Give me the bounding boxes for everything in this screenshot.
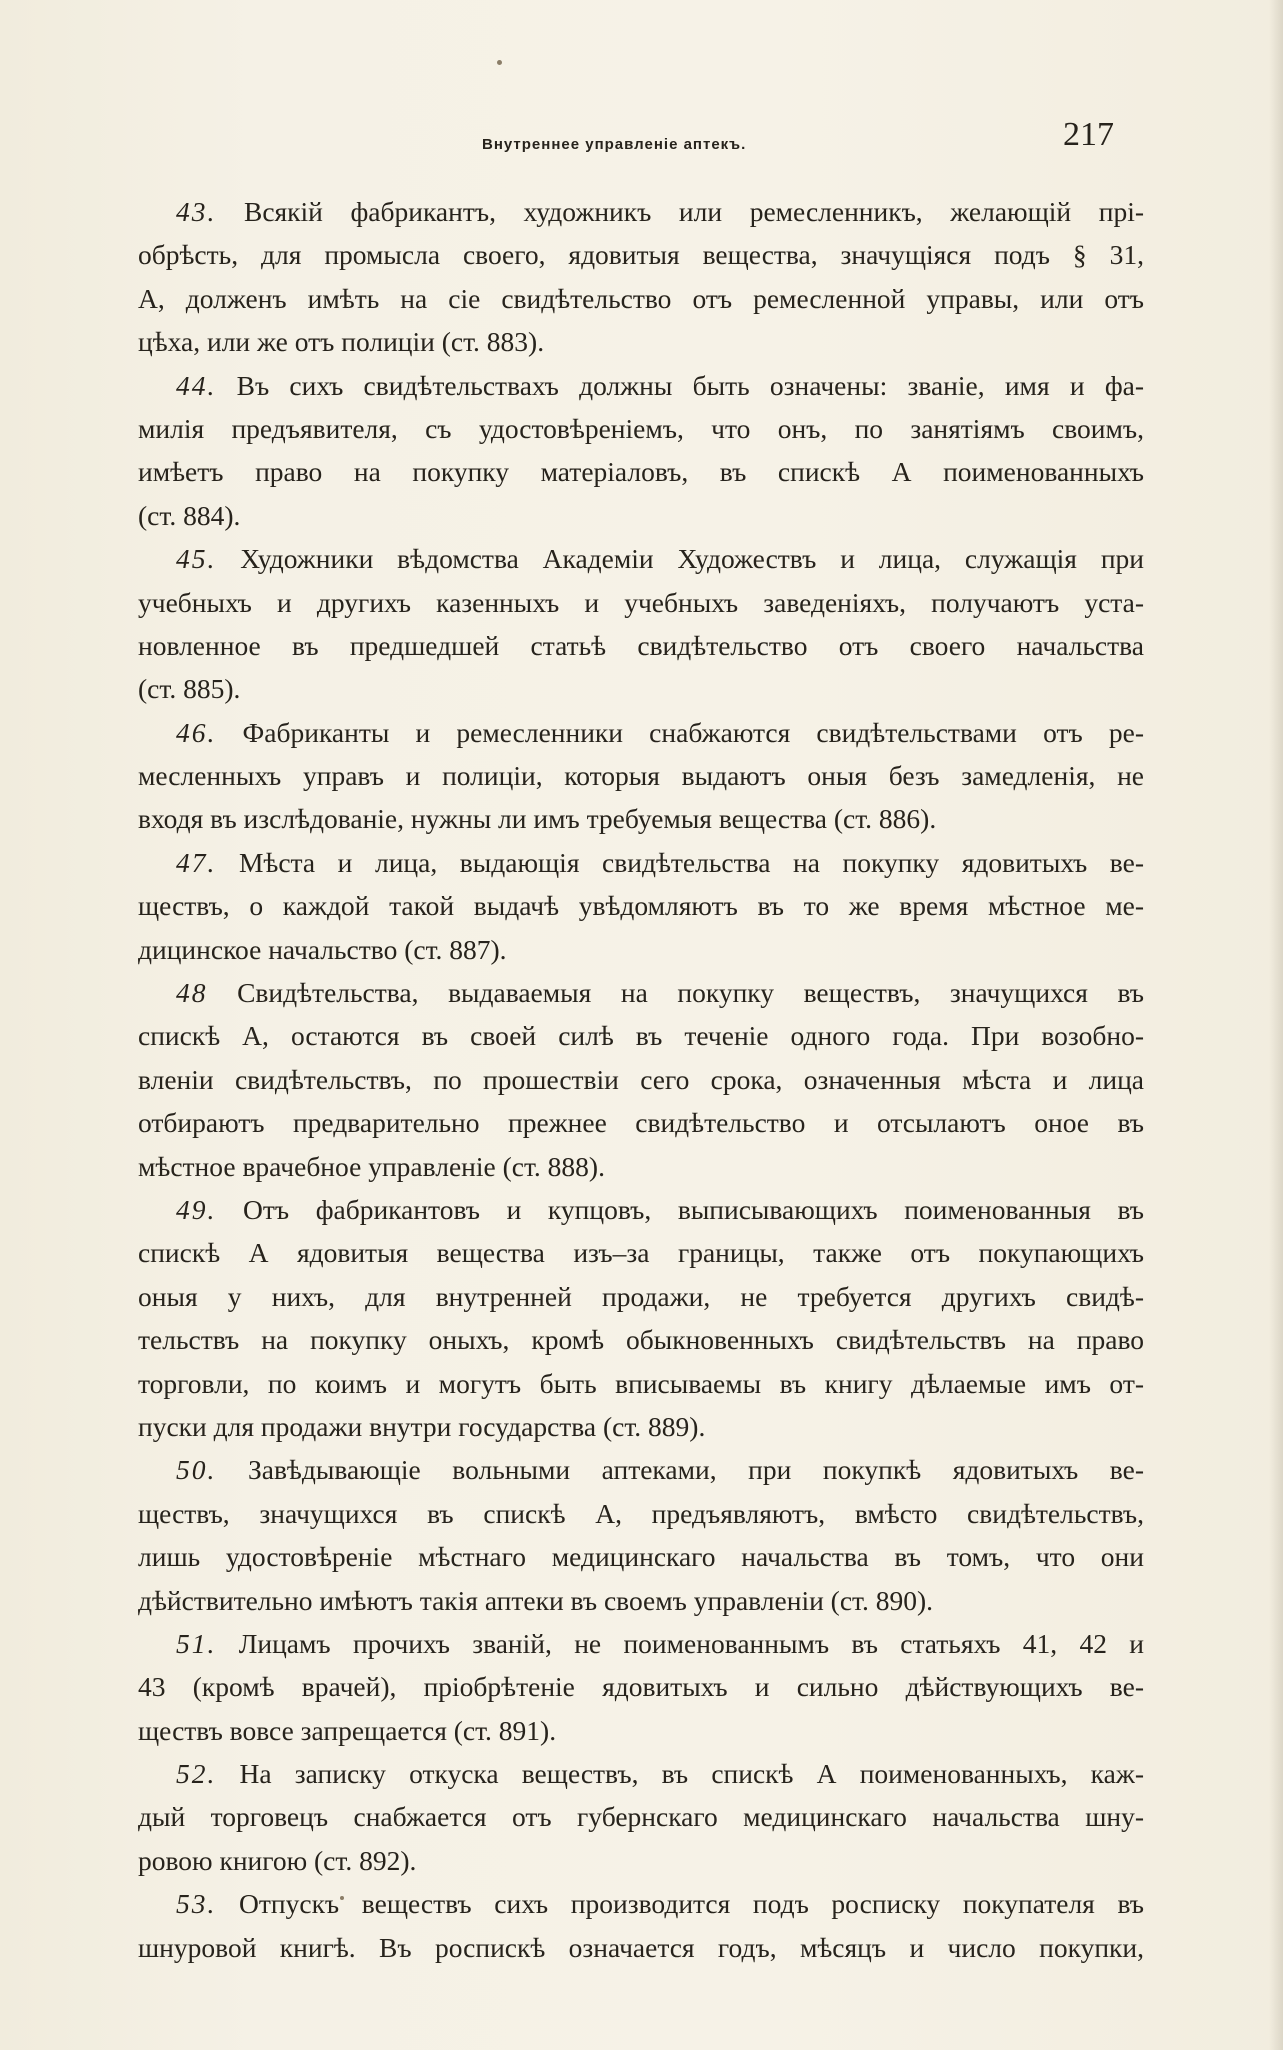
article-first-line	[138, 190, 1144, 233]
text-line	[138, 1579, 1144, 1622]
line-text: На записку откуска веществъ, въ спискѣ А поименованныхъ, каж-	[216, 1758, 1144, 1790]
text-line	[138, 928, 1144, 971]
article-number: 50.	[176, 1454, 217, 1486]
article-number: 47.	[176, 846, 217, 878]
text-line	[138, 1318, 1144, 1361]
text-line	[138, 277, 1144, 320]
line-text: оныя у нихъ, для внутренней продажи, не требуется другихъ свидѣ-	[138, 1280, 1144, 1312]
article-first-line	[138, 971, 1144, 1014]
text-line	[138, 797, 1144, 840]
line-text: вленіи свидѣтельствъ, по прошествіи сего срока, означенныя мѣста и лица	[138, 1063, 1144, 1095]
line-text: дѣйствительно имѣютъ такія аптеки въ своемъ управленіи (ст. 890).	[138, 1584, 934, 1616]
text-line	[138, 1535, 1144, 1578]
text-line	[138, 320, 1144, 363]
line-text: (ст. 885).	[138, 673, 241, 705]
text-line	[138, 494, 1144, 537]
line-text: тельствъ на покупку оныхъ, кромѣ обыкновенныхъ свидѣтельствъ на право	[138, 1324, 1144, 1356]
article-number: 52.	[176, 1758, 217, 1790]
line-text: ществъ, о каждой такой выдачѣ увѣдомляютъ въ то же время мѣстное ме-	[138, 890, 1144, 922]
text-line	[138, 1839, 1144, 1882]
line-text: 43 (кромѣ врачей), пріобрѣтеніе ядовитыхъ и сильно дѣйствующихъ ве-	[138, 1671, 1144, 1703]
text-line	[138, 1405, 1144, 1448]
line-text: ществъ вовсе запрещается (ст. 891).	[138, 1714, 557, 1746]
text-line	[138, 450, 1144, 493]
line-text: Свидѣтельства, выдаваемыя на покупку веществъ, значущихся въ	[207, 977, 1144, 1009]
line-text: Лицамъ прочихъ званій, не поименованнымъ въ статьяхъ 41, 42 и	[216, 1627, 1144, 1659]
text-line	[138, 1145, 1144, 1188]
line-text: новленное въ предшедшей статьѣ свидѣтельство отъ своего начальства	[138, 629, 1144, 661]
line-text: Отъ фабрикантовъ и купцовъ, выписывающихъ поименованныя въ	[216, 1193, 1144, 1225]
line-text: лишь удостовѣреніе мѣстнаго медицинскаго начальства въ томъ, что они	[138, 1541, 1144, 1573]
article-first-line	[138, 711, 1144, 754]
article-first-line	[138, 1882, 1144, 1925]
article-number: 53.	[176, 1888, 217, 1920]
text-line	[138, 1665, 1144, 1708]
line-text: дый торговецъ снабжается отъ губернскаго медицинскаго начальства шну-	[138, 1801, 1144, 1833]
line-text: отбираютъ предварительно прежнее свидѣтельство и отсылаютъ оное въ	[138, 1107, 1144, 1139]
text-line	[138, 624, 1144, 667]
page-number: 217	[1063, 116, 1114, 153]
line-text: Мѣста и лица, выдающія свидѣтельства на покупку ядовитыхъ ве-	[216, 846, 1144, 878]
line-text: обрѣсть, для промысла своего, ядовитыя вещества, значущіяся подъ § 31,	[138, 239, 1144, 271]
text-line	[138, 667, 1144, 710]
text-line	[138, 1362, 1144, 1405]
article-number: 43.	[176, 196, 217, 227]
line-text: ществъ, значущихся въ спискѣ А, предъявляютъ, вмѣсто свидѣтельствъ,	[138, 1497, 1144, 1529]
line-text: месленныхъ управъ и полиціи, которыя выдаютъ оныя безъ замедленія, не	[138, 760, 1144, 792]
line-text: учебныхъ и другихъ казенныхъ и учебныхъ заведеніяхъ, получаютъ уста-	[138, 586, 1144, 618]
body-text	[138, 190, 1144, 1969]
article-first-line	[138, 1752, 1144, 1795]
line-text: имѣетъ право на покупку матеріаловъ, въ спискѣ А поименованныхъ	[138, 456, 1144, 488]
text-line	[138, 1795, 1144, 1838]
article-number: 44.	[176, 369, 217, 401]
text-line	[138, 233, 1144, 276]
text-line	[138, 1492, 1144, 1535]
line-text: торговли, по коимъ и могутъ быть вписываемы въ книгу дѣлаемые имъ от-	[138, 1367, 1144, 1399]
line-text: милія предъявителя, съ удостовѣреніемъ, что онъ, по занятіямъ своимъ,	[138, 412, 1144, 444]
line-text: шнуровой книгѣ. Въ роспискѣ означается годъ, мѣсяцъ и число покупки,	[138, 1931, 1144, 1963]
line-text: Художники вѣдомства Академіи Художествъ и лица, служащія при	[216, 543, 1144, 575]
line-text: А, долженъ имѣть на сіе свидѣтельство отъ ремесленной управы, или отъ	[138, 282, 1144, 314]
text-line	[138, 1275, 1144, 1318]
ink-speck	[497, 60, 502, 65]
article-first-line	[138, 1188, 1144, 1231]
text-line	[138, 407, 1144, 450]
line-text: входя въ изслѣдованіе, нужны ли имъ требуемыя вещества (ст. 886).	[138, 803, 937, 835]
line-text: цѣха, или же отъ полиціи (ст. 883).	[138, 326, 545, 358]
article-first-line	[138, 1448, 1144, 1491]
text-line	[138, 1058, 1144, 1101]
line-text: пуски для продажи внутри государства (ст. 889).	[138, 1410, 706, 1442]
running-header: Внутреннее управленіе аптекъ.	[482, 136, 747, 153]
article-number: 49.	[176, 1193, 217, 1225]
line-text: Фабриканты и ремесленники снабжаются свидѣтельствами отъ ре-	[216, 716, 1144, 748]
text-line	[138, 581, 1144, 624]
text-line	[138, 1231, 1144, 1274]
text-line	[138, 1709, 1144, 1752]
line-text: Въ сихъ свидѣтельствахъ должны быть означены: званіе, имя и фа-	[216, 369, 1144, 401]
line-text: спискѣ А, остаются въ своей силѣ въ теченіе одного года. При возобно-	[138, 1020, 1144, 1052]
article-number: 51.	[176, 1627, 217, 1659]
line-text: ровою книгою (ст. 892).	[138, 1844, 417, 1876]
article-first-line	[138, 841, 1144, 884]
article-first-line	[138, 537, 1144, 580]
article-number: 48	[176, 977, 208, 1009]
article-number: 46.	[176, 716, 217, 748]
text-line	[138, 1014, 1144, 1057]
line-text: дицинское начальство (ст. 887).	[138, 933, 507, 965]
page-edge-shadow	[1269, 0, 1283, 2050]
line-text: спискѣ А ядовитыя вещества изъ–за границы, также отъ покупающихъ	[138, 1237, 1144, 1269]
line-text: Завѣдывающіе вольными аптеками, при покупкѣ ядовитыхъ ве-	[216, 1454, 1144, 1486]
text-line	[138, 754, 1144, 797]
text-line	[138, 1101, 1144, 1144]
text-line	[138, 884, 1144, 927]
line-text: мѣстное врачебное управленіе (ст. 888).	[138, 1150, 605, 1182]
article-first-line	[138, 1622, 1144, 1665]
line-text: Отпускъ веществъ сихъ производится подъ росписку покупателя въ	[216, 1888, 1144, 1920]
text-line	[138, 1926, 1144, 1969]
line-text: (ст. 884).	[138, 499, 241, 531]
article-first-line	[138, 364, 1144, 407]
line-text: Всякій фабрикантъ, художникъ или ремесленникъ, желающій прі-	[216, 196, 1144, 227]
article-number: 45.	[176, 543, 217, 575]
